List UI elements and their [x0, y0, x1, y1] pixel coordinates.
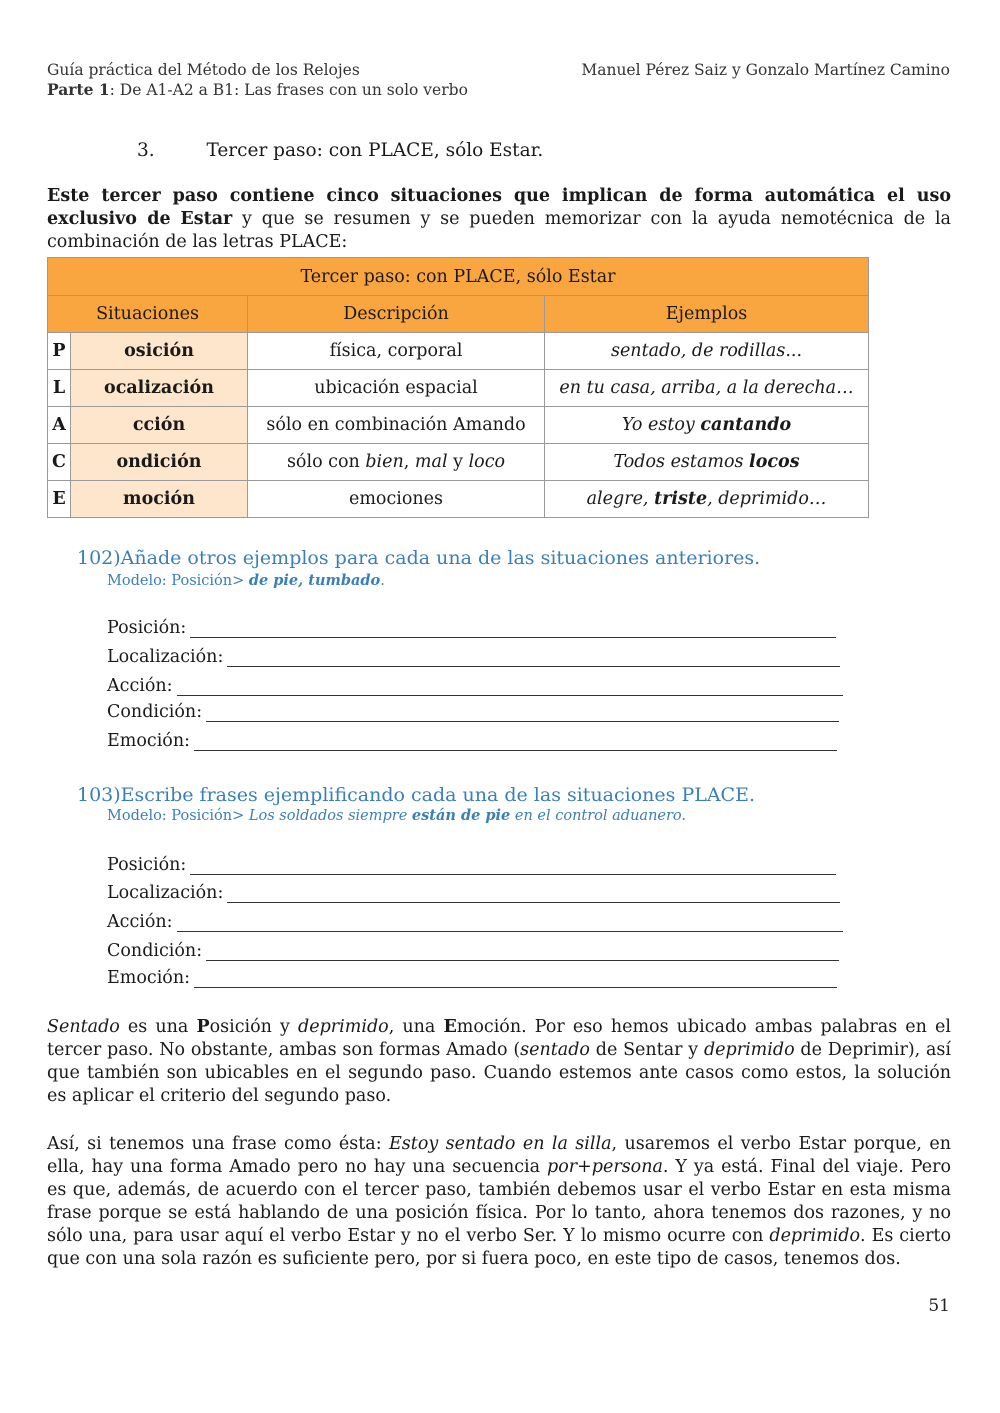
example-text: Yo estoy — [621, 415, 701, 435]
text: Así, si tenemos una frase como ésta: — [47, 1134, 390, 1154]
answer-blank[interactable] — [227, 884, 840, 903]
row-letter: A — [48, 407, 71, 444]
answer-line-posicion — [107, 851, 836, 875]
text-italic: deprimido — [298, 1017, 389, 1037]
column-header-ejemplos: Ejemplos — [545, 296, 869, 333]
answer-blank[interactable] — [194, 732, 837, 751]
row-description: ubicación espacial — [248, 370, 545, 407]
answer-blank[interactable] — [177, 677, 843, 696]
row-letter: P — [48, 333, 71, 370]
text-italic: por+persona — [547, 1157, 663, 1177]
part-label: Parte 1 — [47, 80, 110, 99]
exercise-102-title: 102)Añade otros ejemplos para cada una de las situaciones anteriores. — [77, 547, 761, 569]
row-example: sentado, de rodillas... — [545, 333, 869, 370]
table-row — [48, 370, 869, 407]
row-description: emociones — [248, 481, 545, 518]
example-text: Todos estamos — [613, 452, 750, 472]
text: de Sentar y — [589, 1040, 704, 1060]
answer-line-condicion — [107, 698, 839, 722]
text: moción. Por eso hemos ubicado ambas palabras en el tercer paso. No obstante, ambas son formas Amado ( — [47, 1017, 951, 1060]
explanation-paragraph-2 — [47, 1133, 951, 1271]
text: , una — [388, 1017, 444, 1037]
example-bold: locos — [749, 452, 800, 472]
table-row — [48, 407, 869, 444]
answer-line-posicion — [107, 614, 836, 638]
section-title: Tercer paso: con PLACE, sólo Estar. — [206, 140, 544, 161]
section-number: 3. — [137, 140, 155, 161]
example-bold: cantando — [700, 415, 792, 435]
place-table — [47, 257, 869, 518]
answer-label: Posición: — [107, 618, 187, 638]
intro-paragraph — [47, 185, 951, 254]
model-example: de pie, tumbado — [248, 572, 381, 589]
model-end: . — [380, 573, 385, 589]
table-row — [48, 444, 869, 481]
answer-blank[interactable] — [177, 913, 843, 932]
model-label: Modelo: Posición> — [107, 808, 249, 824]
answer-blank[interactable] — [206, 942, 839, 961]
answer-line-localizacion — [107, 643, 840, 667]
answer-label: Posición: — [107, 855, 187, 875]
book-title: Guía práctica del Método de los Relojes — [47, 61, 360, 79]
part-description: : De A1-A2 a B1: Las frases con un solo verbo — [109, 81, 468, 99]
row-example: en tu casa, arriba, a la derecha… — [545, 370, 869, 407]
row-example — [545, 444, 869, 481]
part-subtitle — [47, 80, 468, 100]
model-example: en el control aduanero. — [510, 808, 687, 824]
row-situation: moción — [71, 481, 248, 518]
row-example — [545, 481, 869, 518]
authors: Manuel Pérez Saiz y Gonzalo Martínez Camino — [581, 61, 950, 79]
row-example — [545, 407, 869, 444]
running-header-left — [47, 61, 468, 100]
answer-blank[interactable] — [190, 856, 836, 875]
answer-label: Localización: — [107, 883, 224, 903]
text-bold: E — [443, 1017, 457, 1037]
example-text: , deprimido… — [707, 489, 827, 509]
column-header-descripcion: Descripción — [248, 296, 545, 333]
model-example: Los soldados siempre — [248, 808, 412, 824]
answer-line-emocion — [107, 964, 837, 988]
description-italic: loco — [468, 452, 506, 472]
table-title: Tercer paso: con PLACE, sólo Estar — [48, 258, 869, 296]
explanation-paragraph-1 — [47, 1016, 951, 1108]
text: , usaremos el verbo Estar porque, en ella, hay una forma Amado pero no hay una secuencia — [47, 1134, 951, 1177]
text-italic: Estoy sentado en la silla — [389, 1134, 612, 1154]
answer-label: Condición: — [107, 702, 203, 722]
text-italic: deprimido — [769, 1226, 861, 1246]
answer-line-accion — [107, 908, 843, 932]
text: . Y ya está. Final del viaje. Pero es que, además, de acuerdo con el tercer paso, también debemos usar el verbo Estar en esta misma frase porque se está hablando de una posición física. Por lo tanto, ahora tenemos dos razones, y no sólo una, para usar aquí el verbo Estar y no el verbo Ser. Y lo mismo ocurre con — [47, 1157, 951, 1246]
example-bold: triste — [654, 489, 708, 509]
answer-label: Localización: — [107, 647, 224, 667]
answer-line-accion — [107, 672, 843, 696]
intro-bold: Este tercer paso contiene cinco situaciones que implican de forma automática el uso exclusivo de — [47, 186, 951, 229]
answer-label: Condición: — [107, 941, 203, 961]
model-example-bold: están de pie — [411, 807, 511, 824]
description-italic: bien — [365, 452, 404, 472]
answer-label: Acción: — [107, 912, 173, 932]
answer-label: Acción: — [107, 676, 173, 696]
description-text: sólo con — [286, 452, 366, 472]
exercise-103-model — [107, 807, 686, 824]
exercise-102-model — [107, 572, 385, 589]
intro-rest: y que se resumen y se pueden memorizar con la ayuda nemotécnica de la combinación de las letras PLACE: — [47, 209, 951, 252]
example-text: alegre, — [586, 489, 655, 509]
answer-blank[interactable] — [206, 703, 839, 722]
answer-line-condicion — [107, 937, 839, 961]
text-italic: deprimido — [703, 1040, 795, 1060]
answer-label: Emoción: — [107, 968, 191, 988]
text-italic: Sentado — [47, 1017, 120, 1037]
row-letter: E — [48, 481, 71, 518]
answer-blank[interactable] — [190, 619, 836, 638]
row-situation: ondición — [71, 444, 248, 481]
answer-blank[interactable] — [194, 969, 837, 988]
row-situation: osición — [71, 333, 248, 370]
exercise-103-title: 103)Escribe frases ejemplificando cada una de las situaciones PLACE. — [77, 784, 756, 806]
row-letter: C — [48, 444, 71, 481]
column-header-situaciones: Situaciones — [48, 296, 248, 333]
description-italic: mal — [414, 452, 448, 472]
table-row — [48, 333, 869, 370]
section-heading — [137, 140, 543, 161]
intro-estar: Estar — [180, 209, 233, 229]
answer-line-emocion — [107, 727, 837, 751]
model-label: Modelo: Posición> — [107, 573, 249, 589]
description-text: y — [447, 452, 469, 472]
row-description — [248, 444, 545, 481]
text: es una — [119, 1017, 197, 1037]
text: osición y — [209, 1017, 299, 1037]
answer-blank[interactable] — [227, 648, 840, 667]
text: de Deprimir), así que también son ubicables en el segundo paso. Cuando estemos ante casos como estos, la solución es aplicar el criterio del segundo paso. — [47, 1040, 951, 1106]
answer-label: Emoción: — [107, 731, 191, 751]
row-description: física, corporal — [248, 333, 545, 370]
text-italic: sentado — [520, 1040, 590, 1060]
text-bold: P — [196, 1017, 210, 1037]
row-description: sólo en combinación Amando — [248, 407, 545, 444]
page-number: 51 — [928, 1296, 950, 1316]
row-situation: cción — [71, 407, 248, 444]
table-row — [48, 481, 869, 518]
description-text: , — [403, 452, 415, 472]
text: . Es cierto que con una sola razón es suficiente pero, por si fuera poco, en este tipo de casos, tenemos dos. — [47, 1226, 952, 1269]
row-letter: L — [48, 370, 71, 407]
answer-line-localizacion — [107, 879, 840, 903]
row-situation: ocalización — [71, 370, 248, 407]
